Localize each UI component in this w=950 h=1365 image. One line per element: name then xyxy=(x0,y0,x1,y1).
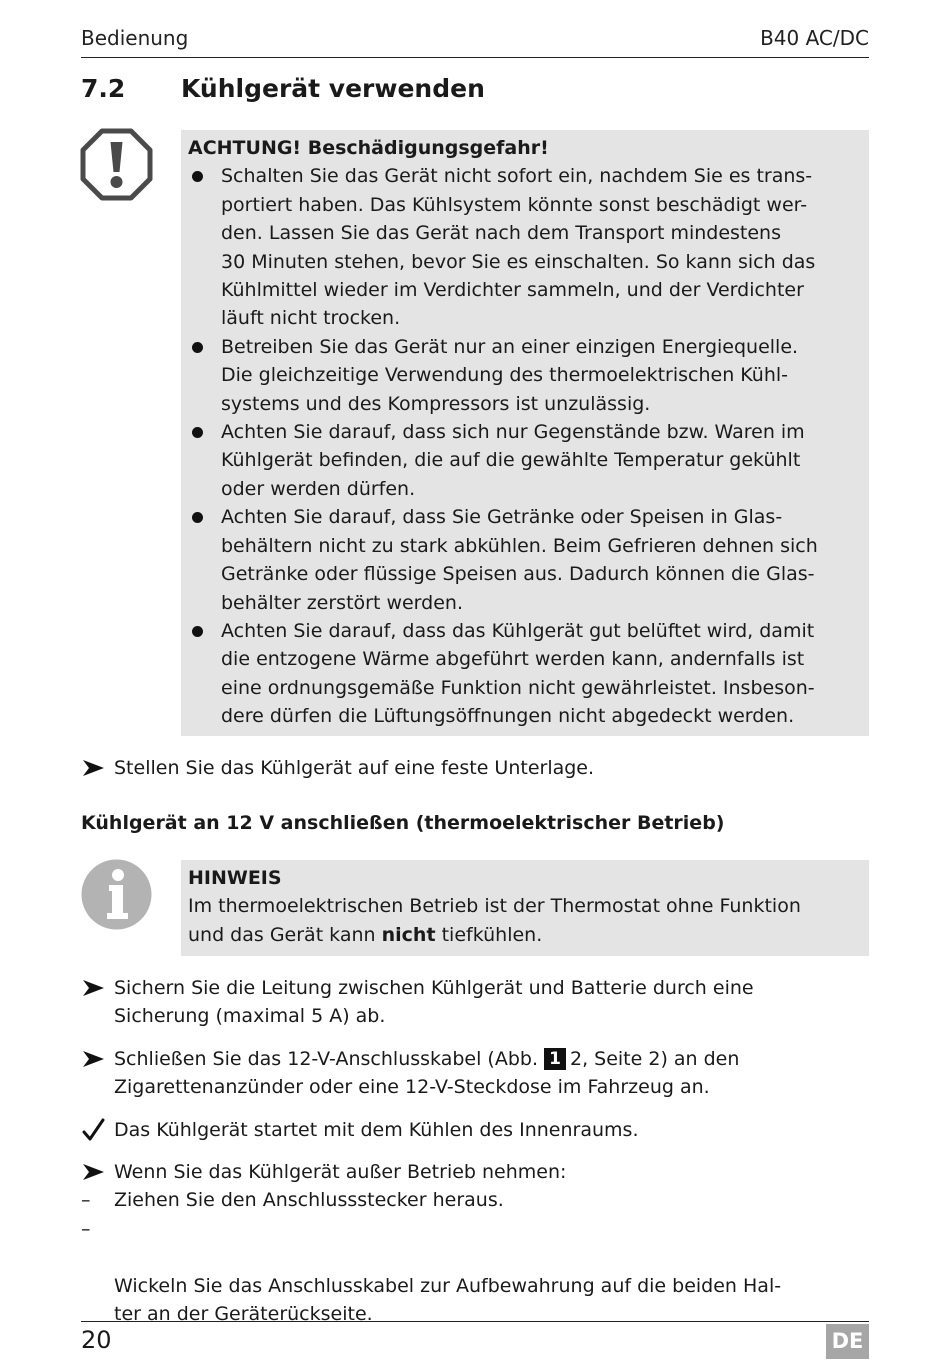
language-badge: DE xyxy=(826,1324,869,1359)
hint-text-after: tiefkühlen. xyxy=(435,923,543,946)
page-number: 20 xyxy=(81,1326,112,1354)
warning-icon xyxy=(80,128,153,201)
step-item xyxy=(81,1158,873,1328)
hint-text-bold: nicht xyxy=(381,923,436,946)
arrow-step-icon xyxy=(81,1158,107,1186)
step-text: Stellen Sie das Kühlgerät auf eine feste Unterlage. xyxy=(114,757,595,779)
section-title: Kühlgerät verwenden xyxy=(181,74,485,103)
header-divider xyxy=(81,57,869,58)
warning-item xyxy=(188,418,863,503)
warning-item xyxy=(188,162,863,332)
dash-marker: – xyxy=(81,1189,91,1212)
footer-divider xyxy=(81,1321,869,1322)
warning-item xyxy=(188,333,863,418)
info-icon xyxy=(80,858,153,931)
warning-item xyxy=(188,503,863,617)
step-item xyxy=(81,1045,873,1102)
sub-step-text: Ziehen Sie den Anschlussstecker heraus. xyxy=(114,1189,504,1212)
step-text-after: 2, Seite 2) an den Zigarettenanzünder oder eine 12-V-Steckdose im Fahrzeug an. xyxy=(114,1048,740,1099)
warning-item-text: Achten Sie darauf, dass das Kühlgerät gut belüftet wird, damit die entzogene Wärme abgeführt werden kann, andernfalls ist eine ordnungsgemäße Funktion nicht gewährleistet. Insbeson- dere dürfen die Lüftungsöffnungen nicht abgedeckt werden. xyxy=(221,619,815,728)
bullet-dot-icon xyxy=(192,626,203,637)
step-item xyxy=(81,754,873,782)
dash-marker: – xyxy=(81,1217,91,1240)
warning-item xyxy=(188,617,863,731)
section-number: 7.2 xyxy=(81,74,126,103)
header-chapter: Bedienung xyxy=(81,26,189,50)
bullet-dot-icon xyxy=(192,427,203,438)
result-item xyxy=(81,1116,873,1144)
checkmark-icon xyxy=(81,1116,107,1144)
warning-item-text: Betreiben Sie das Gerät nur an einer einzigen Energiequelle. Die gleichzeitige Verwendung des thermoelektrischen Kühl- systems und des Kompressors ist unzulässig. xyxy=(221,335,799,415)
step-item xyxy=(81,974,873,1031)
warning-box xyxy=(181,130,869,736)
warning-title: ACHTUNG! Beschädigungsgefahr! xyxy=(188,137,549,159)
bullet-dot-icon xyxy=(192,342,203,353)
arrow-step-icon xyxy=(81,974,107,1002)
step-text-before: Schließen Sie das 12-V-Anschlusskabel (Abb. xyxy=(114,1048,538,1070)
step-text xyxy=(114,1045,873,1102)
sub-step-text: Wickeln Sie das Anschlusskabel zur Aufbewahrung auf die beiden Hal- ter an der Geräterückseite. xyxy=(114,1274,782,1326)
step-text: Sichern Sie die Leitung zwischen Kühlgerät und Batterie durch eine Sicherung (maximal 5 A) ab. xyxy=(114,977,754,1028)
arrow-step-icon xyxy=(81,754,107,782)
sub-step-item xyxy=(81,1215,873,1329)
hint-text xyxy=(188,892,863,949)
step-text: Wenn Sie das Kühlgerät außer Betrieb nehmen: xyxy=(114,1161,567,1183)
header-model: B40 AC/DC xyxy=(760,26,869,50)
warning-item-text: Schalten Sie das Gerät nicht sofort ein, nachdem Sie es trans- portiert haben. Das Kühlsystem könnte sonst beschädigt wer- den. Lassen Sie das Gerät nach dem Transport mindestens 30 Minuten stehen, bevor Sie es einschalten. So kann sich das Kühlmittel wieder im Verdichter sammeln, und der Verdichter läuft nicht trocken. xyxy=(221,165,816,330)
bullet-dot-icon xyxy=(192,171,203,182)
result-text: Das Kühlgerät startet mit dem Kühlen des Innenraums. xyxy=(114,1119,639,1141)
hint-title: HINWEIS xyxy=(188,867,282,889)
subheading: Kühlgerät an 12 V anschließen (thermoelektrischer Betrieb) xyxy=(81,812,725,834)
figure-ref-badge: 1 xyxy=(544,1048,566,1070)
warning-item-text: Achten Sie darauf, dass Sie Getränke oder Speisen in Glas- behältern nicht zu stark abkühlen. Beim Gefrieren dehnen sich Getränke oder flüssige Speisen aus. Dadurch können die Glas- behälter zerstört werden. xyxy=(221,506,818,614)
hint-text-before: Im thermoelektrischen Betrieb ist der Thermostat ohne Funktion und das Gerät kann xyxy=(188,895,801,946)
bullet-dot-icon xyxy=(192,512,203,523)
sub-step-item xyxy=(81,1186,873,1214)
warning-list xyxy=(188,162,863,730)
hint-box xyxy=(181,860,869,956)
arrow-step-icon xyxy=(81,1045,107,1073)
warning-item-text: Achten Sie darauf, dass sich nur Gegenstände bzw. Waren im Kühlgerät befinden, die auf die gewählte Temperatur gekühlt oder werden dürfen. xyxy=(221,421,805,500)
